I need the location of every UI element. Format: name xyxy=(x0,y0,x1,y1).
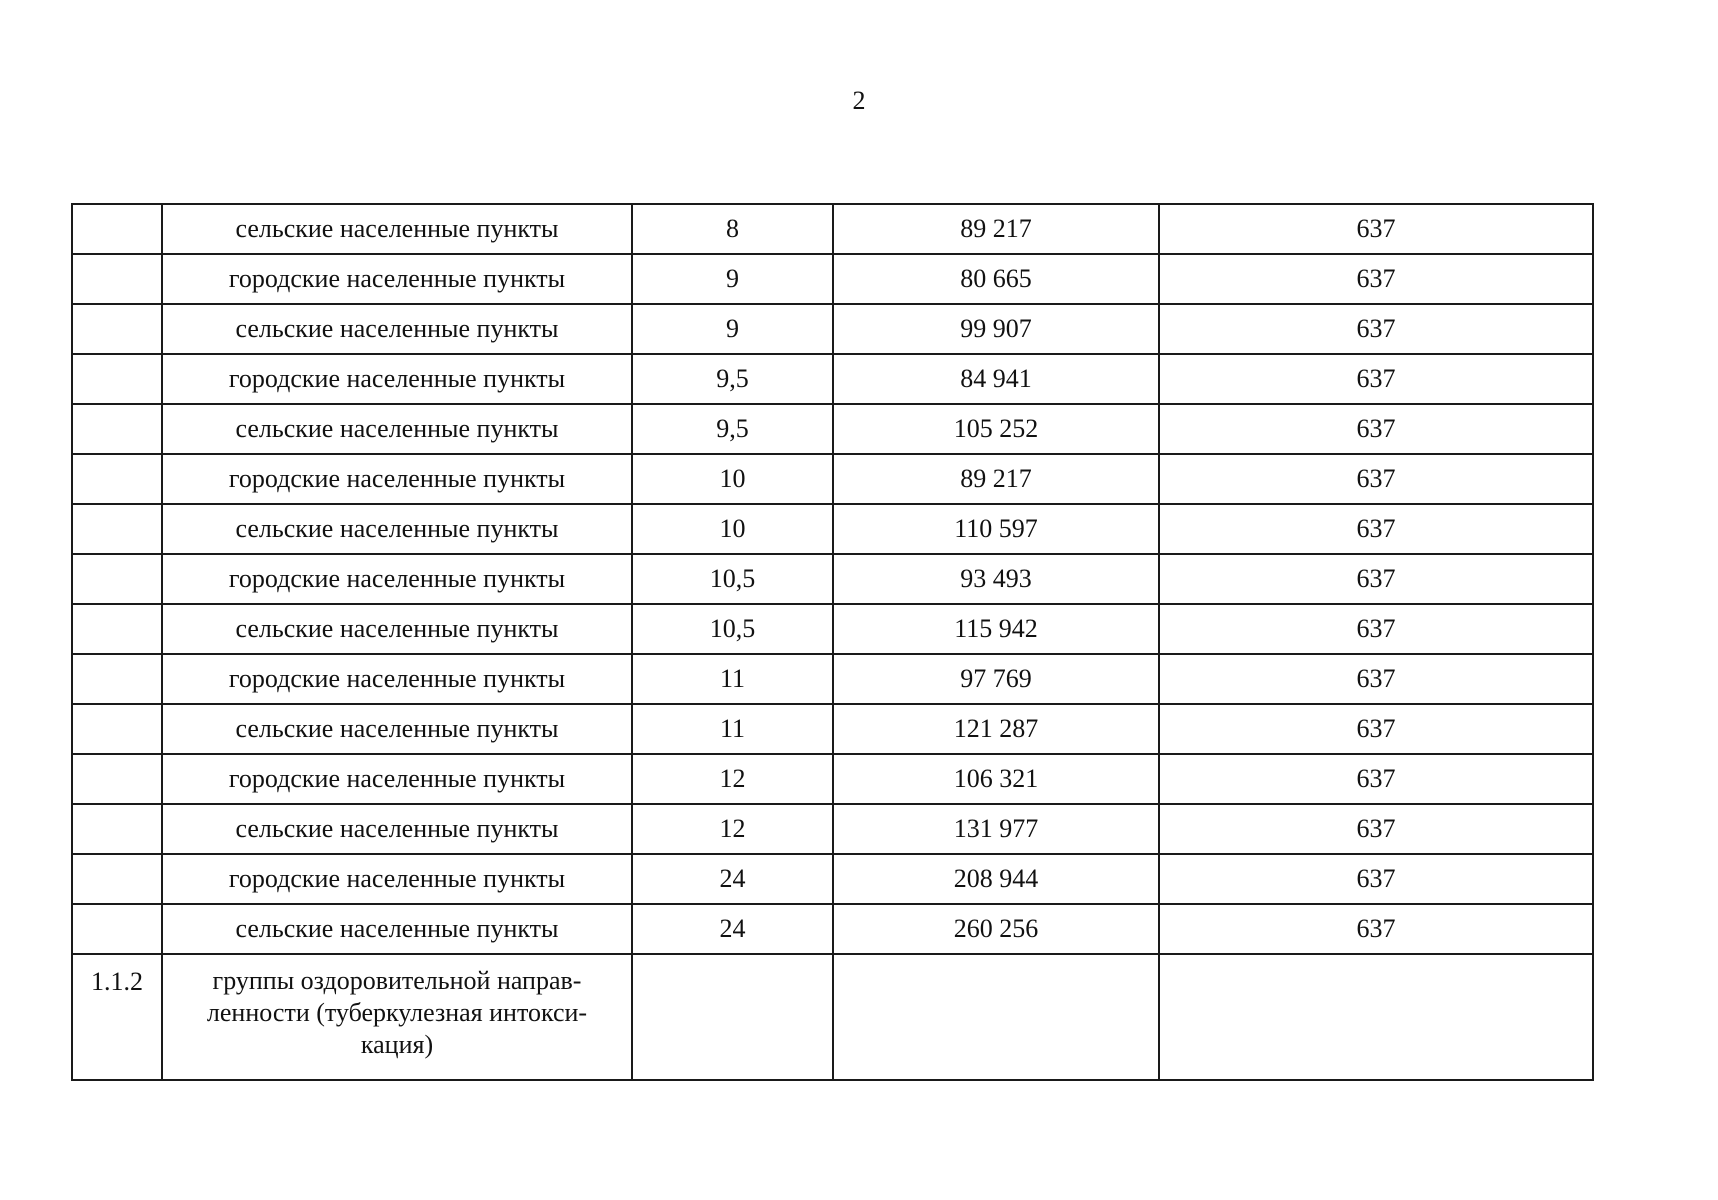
value-cell-1: 9,5 xyxy=(632,404,833,454)
value-cell-1: 24 xyxy=(632,854,833,904)
value-cell-1: 8 xyxy=(632,204,833,254)
value-cell-2: 99 907 xyxy=(833,304,1159,354)
value-cell-1: 10,5 xyxy=(632,604,833,654)
value-cell-3: 637 xyxy=(1159,204,1593,254)
row-number-cell xyxy=(72,354,162,404)
settlement-type-cell: сельские населенные пункты xyxy=(162,304,632,354)
settlement-type-cell: сельские населенные пункты xyxy=(162,804,632,854)
value-cell-3: 637 xyxy=(1159,654,1593,704)
value-cell-2: 89 217 xyxy=(833,454,1159,504)
table-row xyxy=(72,404,1593,454)
value-cell-3: 637 xyxy=(1159,254,1593,304)
settlement-type-cell: городские населенные пункты xyxy=(162,654,632,704)
settlement-type-cell: городские населенные пункты xyxy=(162,454,632,504)
value-cell-2: 106 321 xyxy=(833,754,1159,804)
value-cell-1: 9 xyxy=(632,304,833,354)
row-number-cell xyxy=(72,904,162,954)
value-cell-3: 637 xyxy=(1159,454,1593,504)
value-cell-2: 208 944 xyxy=(833,854,1159,904)
table-row xyxy=(72,204,1593,254)
value-cell-1: 11 xyxy=(632,704,833,754)
value-cell-2: 89 217 xyxy=(833,204,1159,254)
value-cell-2: 105 252 xyxy=(833,404,1159,454)
row-number-cell xyxy=(72,654,162,704)
row-number-cell xyxy=(72,504,162,554)
table-body xyxy=(72,204,1593,1080)
row-number-cell xyxy=(72,704,162,754)
table-row xyxy=(72,754,1593,804)
table-row xyxy=(72,654,1593,704)
value-cell-1: 12 xyxy=(632,804,833,854)
value-cell-3: 637 xyxy=(1159,754,1593,804)
table-row xyxy=(72,454,1593,504)
row-number-cell xyxy=(72,554,162,604)
settlement-type-cell: группы оздоровительной направ-ленности (туберкулезная интокси-кация) xyxy=(162,954,632,1080)
value-cell-2: 121 287 xyxy=(833,704,1159,754)
value-cell-3: 637 xyxy=(1159,304,1593,354)
row-number-cell xyxy=(72,604,162,654)
row-number-cell: 1.1.2 xyxy=(72,954,162,1080)
row-number-cell xyxy=(72,854,162,904)
settlement-type-cell: сельские населенные пункты xyxy=(162,604,632,654)
table-row xyxy=(72,504,1593,554)
value-cell-1: 10 xyxy=(632,504,833,554)
settlement-type-cell: сельские населенные пункты xyxy=(162,204,632,254)
value-cell-2: 84 941 xyxy=(833,354,1159,404)
value-cell-3: 637 xyxy=(1159,704,1593,754)
value-cell-1: 12 xyxy=(632,754,833,804)
row-number-cell xyxy=(72,204,162,254)
value-cell-2: 131 977 xyxy=(833,804,1159,854)
value-cell-3: 637 xyxy=(1159,804,1593,854)
value-cell-1: 10,5 xyxy=(632,554,833,604)
value-cell-1: 9,5 xyxy=(632,354,833,404)
value-cell-3: 637 xyxy=(1159,554,1593,604)
row-number-cell xyxy=(72,804,162,854)
settlement-type-cell: городские населенные пункты xyxy=(162,754,632,804)
tariff-table xyxy=(71,203,1594,1081)
table-row xyxy=(72,604,1593,654)
settlement-type-cell: городские населенные пункты xyxy=(162,854,632,904)
row-number-cell xyxy=(72,404,162,454)
table-row xyxy=(72,804,1593,854)
value-cell-3: 637 xyxy=(1159,854,1593,904)
row-number-cell xyxy=(72,304,162,354)
value-cell-3: 637 xyxy=(1159,354,1593,404)
table-row xyxy=(72,704,1593,754)
table-row xyxy=(72,554,1593,604)
value-cell-1 xyxy=(632,954,833,1080)
settlement-type-cell: городские населенные пункты xyxy=(162,254,632,304)
table-row xyxy=(72,954,1593,1080)
settlement-type-cell: городские населенные пункты xyxy=(162,354,632,404)
table-row xyxy=(72,304,1593,354)
settlement-type-cell: городские населенные пункты xyxy=(162,554,632,604)
value-cell-2: 93 493 xyxy=(833,554,1159,604)
value-cell-2: 260 256 xyxy=(833,904,1159,954)
value-cell-3: 637 xyxy=(1159,604,1593,654)
value-cell-2: 115 942 xyxy=(833,604,1159,654)
value-cell-3: 637 xyxy=(1159,404,1593,454)
value-cell-1: 11 xyxy=(632,654,833,704)
value-cell-3 xyxy=(1159,954,1593,1080)
value-cell-3: 637 xyxy=(1159,904,1593,954)
page-number: 2 xyxy=(852,86,866,115)
row-number-cell xyxy=(72,754,162,804)
settlement-type-cell: сельские населенные пункты xyxy=(162,904,632,954)
value-cell-2: 80 665 xyxy=(833,254,1159,304)
table-row xyxy=(72,904,1593,954)
row-number-cell xyxy=(72,254,162,304)
value-cell-1: 24 xyxy=(632,904,833,954)
row-number-cell xyxy=(72,454,162,504)
settlement-type-cell: сельские населенные пункты xyxy=(162,504,632,554)
settlement-type-cell: сельские населенные пункты xyxy=(162,404,632,454)
value-cell-1: 10 xyxy=(632,454,833,504)
table-row xyxy=(72,254,1593,304)
value-cell-2: 110 597 xyxy=(833,504,1159,554)
value-cell-2 xyxy=(833,954,1159,1080)
value-cell-2: 97 769 xyxy=(833,654,1159,704)
value-cell-1: 9 xyxy=(632,254,833,304)
value-cell-3: 637 xyxy=(1159,504,1593,554)
table-row xyxy=(72,354,1593,404)
settlement-type-cell: сельские населенные пункты xyxy=(162,704,632,754)
table-row xyxy=(72,854,1593,904)
